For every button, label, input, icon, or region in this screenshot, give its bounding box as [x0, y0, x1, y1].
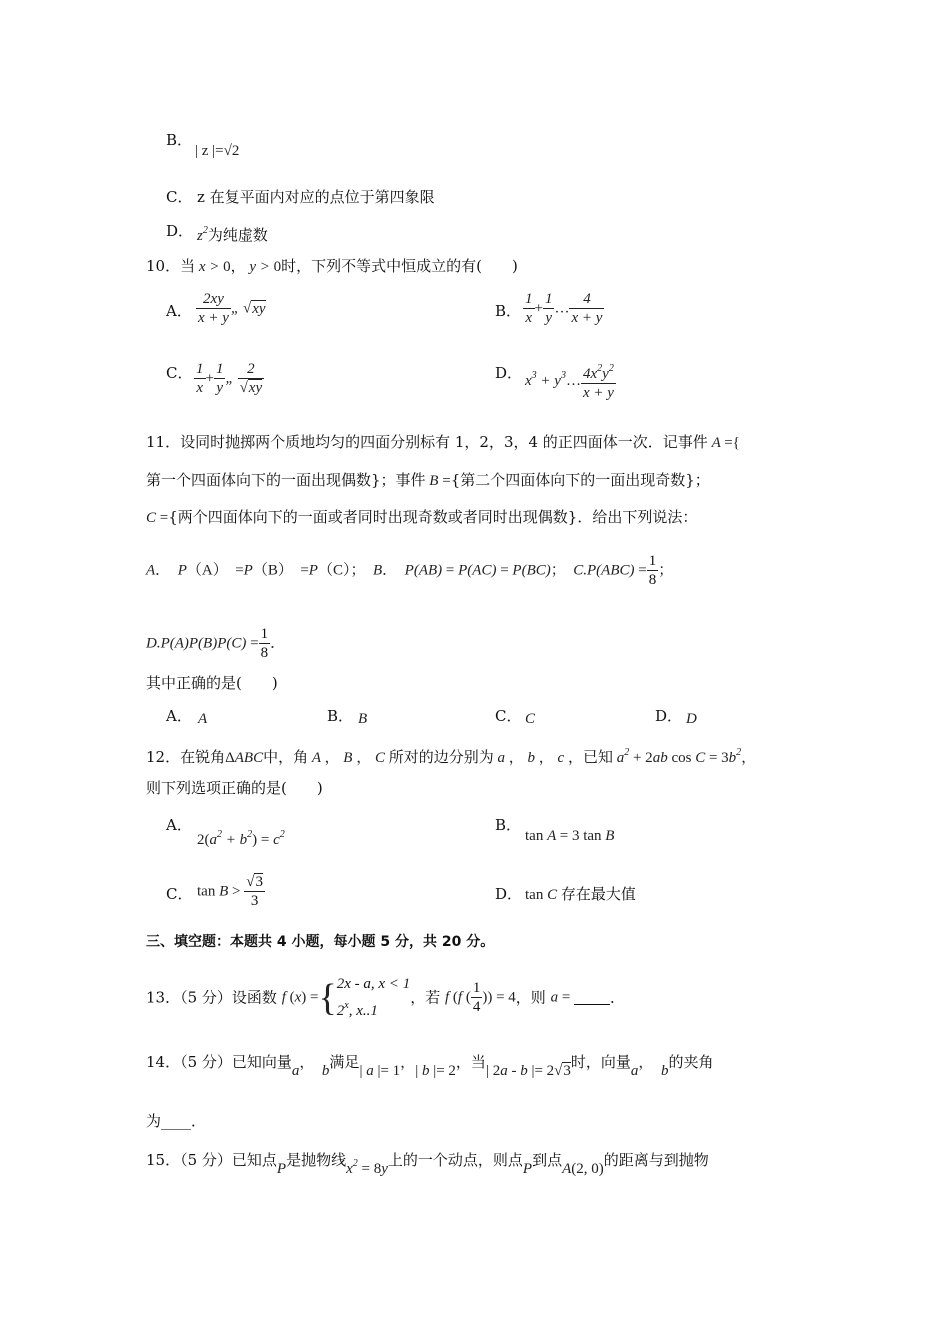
q9-option-b-text: | z |=√2 — [195, 143, 240, 159]
q15-stem-c: 上的一个动点，则点 — [387, 1151, 523, 1169]
q11-ask: 其中正确的是( ) — [146, 674, 278, 692]
q13-answer-blank[interactable] — [574, 990, 610, 1005]
q9-option-d-label: D． — [166, 222, 194, 240]
q15-stem-e: 的距离与到抛物 — [603, 1151, 709, 1169]
q11-line1-text: 11．设同时抛掷两个质地均匀的四面分别标有 1，2，3，4 的正四面体一次．记事件 — [146, 433, 708, 451]
q11-line3-text: {两个四面体向下的一面或者同时出现奇数或者同时出现偶数}．给出下列说法： — [168, 508, 698, 526]
q9-option-d-text: 为纯虚数 — [207, 226, 268, 244]
q10-stem-a: 10．当 — [146, 257, 196, 275]
q10-option-c-formula: $\frac{1}{x}$ + $\frac{1}{y}$ „ $\frac{2}{√xy}$ — [196, 361, 263, 396]
q9-option-c-label: C． — [166, 188, 193, 206]
q13-stem-c: ，则 — [515, 988, 546, 1007]
q15-stem-d: 到点 — [532, 1151, 563, 1169]
q9-option-b-label: B． — [166, 131, 193, 149]
q11-statements-abc: A． P（A） =P（B） =P（C）； B． P(AB) = P(AC) = P(BC)； C.P(ABC) = $\frac{1}{8}$ ； — [146, 553, 674, 588]
q10-stem: 10．当 x > 0， y > 0时，下列不等式中恒成立的有( ) — [146, 257, 518, 275]
q11-option-a-label: A． — [166, 707, 192, 725]
q10-option-d-label: D． — [495, 364, 523, 382]
q12-stem-b: 中，角 — [263, 748, 309, 766]
q10-option-b-label: B． — [495, 302, 522, 320]
q11-option-b-label: B． — [327, 707, 354, 725]
q12-option-d-text: 存在最大值 — [560, 885, 636, 903]
q14-line1: 14．（5 分）已知向量a， b满足| a |= 1，| b |= 2，当| 2a - b |= 2√3时，向量a， b的夹角 — [146, 1053, 714, 1079]
q11-option-b: B — [358, 711, 368, 727]
q15-line1: 15．（5 分）已知点P是抛物线$x^2 = 8y$上的一个动点，则点P到点A(2, 0)的距离与到抛物 — [146, 1151, 709, 1177]
q11-option-c-label: C． — [495, 707, 522, 725]
q11-line1: 11．设同时抛掷两个质地均匀的四面分别标有 1，2，3，4 的正四面体一次．记事件 A ={ — [146, 433, 740, 451]
q10-option-b-formula: $\frac{1}{x}$ + $\frac{1}{y}$ … $\frac{4}{x + y}$ — [525, 291, 603, 326]
q10-option-d-formula: $x^3$ + $y^3\dots$ $\frac{4x^2y^2}{x + y}$ — [525, 363, 614, 401]
q12-option-c-formula: tan B > $\frac{√3}{3}$ — [197, 874, 263, 909]
q13-stem-a: 13．（5 分）设函数 — [146, 988, 277, 1007]
section-3-title: 三、填空题：本题共 4 小题，每小题 5 分，共 20 分。 — [146, 934, 495, 950]
q13-line: 13．（5 分）设函数 f (x) ={ 2x - a, x < 1 2$^x$, x..1 ，若 f (f ( $\frac{1}{4}$ )) = 4，则 a = ． — [146, 976, 626, 1019]
q15-stem-b: 是抛物线 — [286, 1151, 347, 1169]
q9-option-c-text: z 在复平面内对应的点位于第四象限 — [197, 188, 435, 206]
q12-option-b-label: B． — [495, 816, 522, 834]
q10-stem-b: ， — [230, 257, 246, 275]
q14-line2: 为____． — [146, 1112, 207, 1130]
q11-option-a: A — [198, 711, 208, 727]
q12-option-a-formula: $2(a^2 + b^2) = c^2$ — [197, 829, 285, 848]
q12-stem: 12．在锐角ΔABC中，角 A ， B ， C 所对的边分别为 a ， b ， c ，已知 $a^2 + 2ab$ $\cos C = 3b^2$， — [146, 747, 757, 766]
q12-option-c-label: C． — [166, 885, 193, 903]
q12-option-b-formula: tan A = 3 tan B — [525, 828, 615, 844]
q12-option-a-label: A． — [166, 816, 192, 834]
q14-stem-a: 14．（5 分）已知向量 — [146, 1053, 292, 1071]
q12-option-d: tan C 存在最大值 — [525, 885, 636, 903]
q14-stem-c: ，当 — [455, 1053, 486, 1071]
q14-stem-e: 的夹角 — [668, 1053, 714, 1071]
q12-option-d-label: D． — [495, 885, 523, 903]
q11-option-c: C — [525, 711, 536, 727]
q11-statement-d: D.P(A)P(B)P(C) = $\frac{1}{8}$ ． — [146, 626, 286, 661]
q15-stem-a: 15．（5 分）已知点 — [146, 1151, 277, 1169]
q11-line2-text: 第一个四面体向下的一面出现偶数}；事件 — [146, 471, 426, 489]
q14-stem-b: 满足 — [329, 1053, 360, 1071]
q14-stem-d: 时，向量 — [570, 1053, 631, 1071]
q12-line2: 则下列选项正确的是( ) — [146, 779, 323, 797]
q11-line2b-text: {第二个四面体向下的一面出现奇数}； — [450, 471, 710, 489]
q10-option-c-label: C． — [166, 364, 193, 382]
q13-end: ． — [610, 988, 626, 1007]
q11-line3: C ={两个四面体向下的一面或者同时出现奇数或者同时出现偶数}．给出下列说法： — [146, 508, 698, 526]
q9-option-d: $z^2$为纯虚数 — [197, 225, 268, 244]
q11-option-d-label: D． — [655, 707, 683, 725]
q13-stem-b: ，若 — [410, 988, 441, 1007]
q11-option-d: D — [686, 711, 697, 727]
q11-line2: 第一个四面体向下的一面出现偶数}；事件 B ={第二个四面体向下的一面出现奇数}； — [146, 471, 710, 489]
q12-stem-c: 所对的边分别为 — [388, 748, 494, 766]
q10-stem-c: 时，下列不等式中恒成立的有( ) — [281, 257, 518, 275]
q12-stem-d: ，已知 — [567, 748, 613, 766]
q10-option-a-label: A． — [166, 302, 192, 320]
q10-option-a-formula: $\frac{2xy}{x + y}$ „ √xy — [198, 291, 266, 326]
q12-stem-a: 12．在锐角 — [146, 748, 226, 766]
